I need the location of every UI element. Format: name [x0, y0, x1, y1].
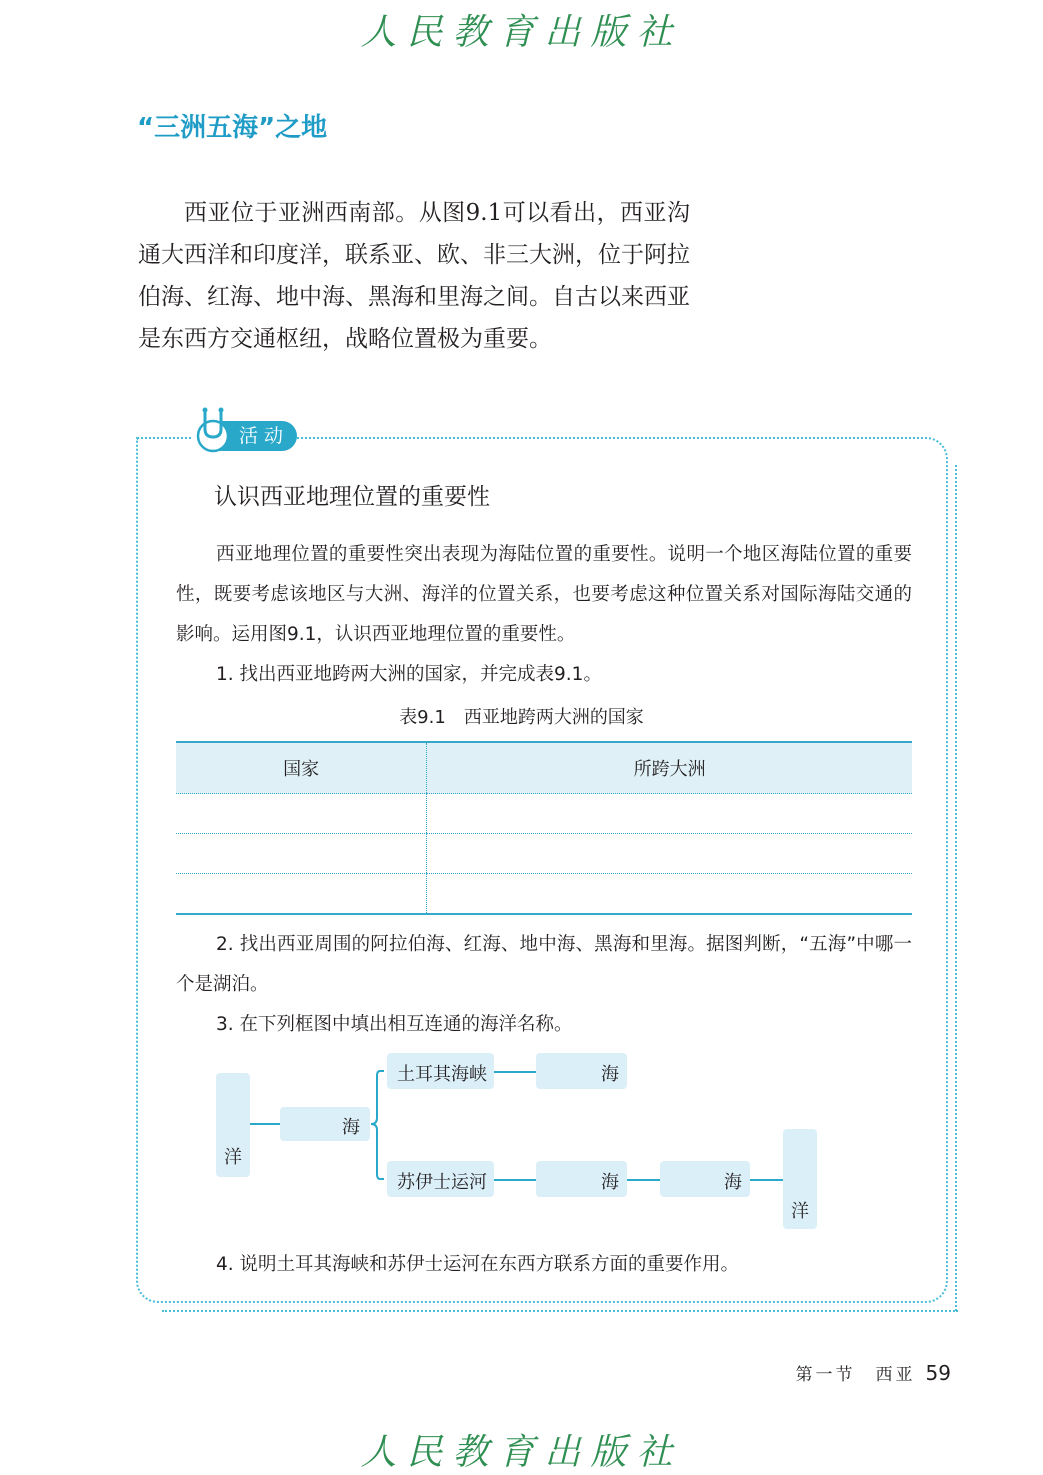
question-1: 1. 找出西亚地跨两大洲的国家，并完成表9.1。	[216, 664, 602, 685]
table-row	[176, 874, 912, 915]
sea-middle-label: 海	[342, 1117, 360, 1138]
strait-box	[387, 1053, 494, 1089]
sea-top-label: 海	[601, 1064, 619, 1085]
footer-section: 第一节 西亚	[795, 1365, 916, 1385]
connector-line	[494, 1179, 536, 1181]
stethoscope-icon	[193, 405, 233, 453]
sea-bottom-1-box[interactable]	[536, 1161, 627, 1197]
table-cell[interactable]	[176, 834, 427, 874]
table-cell[interactable]	[427, 834, 912, 874]
table-cell[interactable]	[176, 794, 427, 834]
sea-top-box[interactable]	[536, 1053, 627, 1089]
sea-bottom-2-label: 海	[724, 1172, 742, 1193]
question-3: 3. 在下列框图中填出相互连通的海洋名称。	[216, 1014, 573, 1035]
table-row	[176, 834, 912, 874]
canal-box	[387, 1161, 494, 1197]
connector-line	[250, 1123, 280, 1125]
canal-label: 苏伊士运河	[397, 1172, 487, 1193]
ocean-right-label: 洋	[791, 1201, 809, 1222]
ocean-left-label: 洋	[224, 1147, 242, 1168]
table-cell[interactable]	[427, 874, 912, 915]
activity-paragraph: 西亚地理位置的重要性突出表现为海陆位置的重要性。说明一个地区海陆位置的重要性，既要考虑该地区与大洲、海洋的位置关系，也要考虑这种位置关系对国际海陆交通的影响。运用图9.1，认识西亚地理位置的重要性。	[176, 544, 912, 645]
intro-paragraph: 西亚位于亚洲西南部。从图9.1可以看出，西亚沟通大西洋和印度洋，联系亚、欧、非三大洲，位于阿拉伯海、红海、地中海、黑海和里海之间。自古以来西亚是东西方交通枢纽，战略位置极为重要。	[138, 200, 690, 352]
activity-box-shadow-right	[955, 465, 959, 1311]
connector-line	[627, 1179, 660, 1181]
page-footer	[796, 1360, 951, 1385]
table-header-country: 国家	[176, 742, 427, 794]
connector-line	[494, 1071, 536, 1073]
sea-bottom-2-box[interactable]	[660, 1161, 750, 1197]
publisher-watermark-bottom: 人民教育出版社	[360, 1432, 683, 1473]
table-header-continents: 所跨大洲	[427, 742, 912, 794]
table-row	[176, 794, 912, 834]
sea-middle-box[interactable]	[280, 1107, 370, 1141]
publisher-watermark-top: 人民教育出版社	[360, 12, 683, 53]
table-cell[interactable]	[427, 794, 912, 834]
question-4: 4. 说明土耳其海峡和苏伊士运河在东西方联系方面的重要作用。	[216, 1254, 740, 1275]
ocean-right-box[interactable]	[783, 1129, 817, 1229]
strait-label: 土耳其海峡	[397, 1064, 487, 1085]
activity-title: 认识西亚地理位置的重要性	[214, 484, 490, 510]
section-title: “三洲五海”之地	[137, 113, 328, 143]
table-caption: 表9.1 西亚地跨两大洲的国家	[399, 707, 644, 728]
activity-badge-label: 活动	[201, 421, 297, 451]
activity-box-shadow-bottom	[162, 1310, 958, 1314]
question-2: 2. 找出西亚周围的阿拉伯海、红海、地中海、黑海和里海。据图判断，“五海”中哪一个是湖泊。	[176, 934, 913, 995]
activity-badge	[193, 419, 297, 453]
table-cell[interactable]	[176, 874, 427, 915]
connector-line	[750, 1179, 783, 1181]
sea-bottom-1-label: 海	[601, 1172, 619, 1193]
ocean-left-box[interactable]	[216, 1073, 250, 1177]
page-number: 59	[925, 1361, 951, 1385]
table-9-1	[176, 741, 912, 915]
